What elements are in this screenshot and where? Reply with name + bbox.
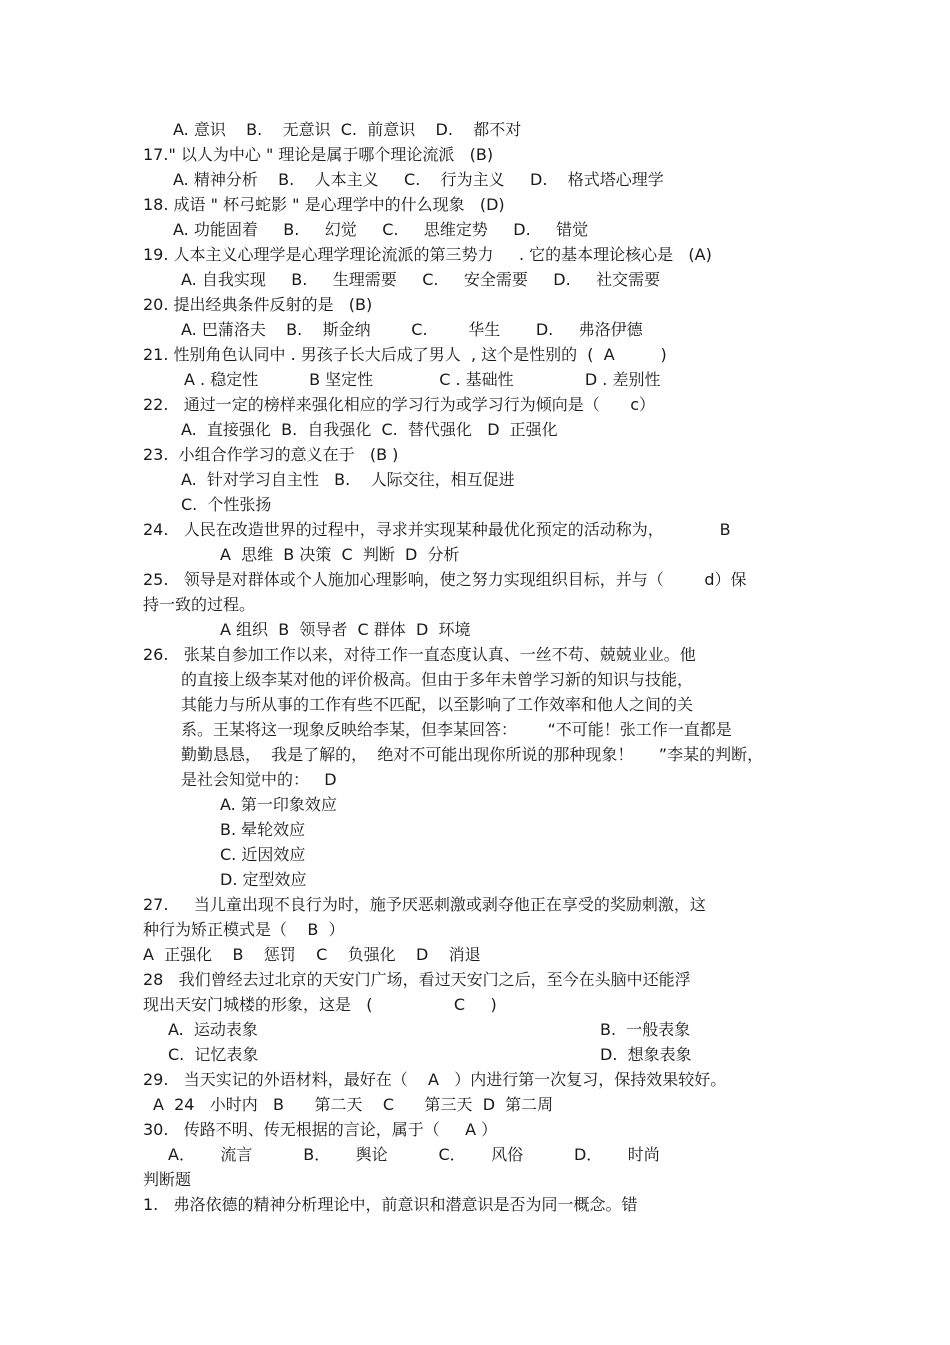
q28-option-c: C. 记忆表象 [168,1045,259,1064]
q19-question: 19. 人本主义心理学是心理学理论流派的第三势力 . 它的基本理论核心是 (A) [143,245,712,264]
q26-option-d: D. 定型效应 [220,870,307,889]
q18-question: 18. 成语 " 杯弓蛇影 " 是心理学中的什么现象 (D) [143,195,505,214]
q27-question-cont: 种行为矫正模式是（ B ） [143,920,345,939]
q17-options: A. 精神分析 B. 人本主义 C. 行为主义 D. 格式塔心理学 [173,170,664,189]
q20-options: A. 巴蒲洛夫 B. 斯金纳 C. 华生 D. 弗洛伊德 [181,320,643,339]
q23-question: 23. 小组合作学习的意义在于 (B ) [143,445,399,464]
q16-options: A. 意识 B. 无意识 C. 前意识 D. 都不对 [173,120,522,139]
q29-options: A 24 小时内 B 第二天 C 第三天 D 第二周 [153,1095,554,1114]
q29-question: 29. 当天实记的外语材料，最好在（ A ）内进行第一次复习，保持效果较好。 [143,1070,727,1089]
q24-options: A 思维 B 决策 C 判断 D 分析 [220,545,460,564]
q26-option-a: A. 第一印象效应 [220,795,337,814]
q21-question: 21. 性别角色认同中 . 男孩子长大后成了男人 , 这个是性别的 ( A ) [143,345,667,364]
q25-options: A 组织 B 领导者 C 群体 D 环境 [220,620,471,639]
q25-question: 25. 领导是对群体或个人施加心理影响，使之努力实现组织目标，并与（ d）保 [143,570,747,589]
q26-question-cont: 是社会知觉中的： D [181,770,337,789]
q26-option-c: C. 近因效应 [220,845,306,864]
q28-option-a: A. 运动表象 [168,1020,258,1039]
q30-question: 30. 传路不明、传无根据的言论，属于（ A ） [143,1120,498,1139]
q26-option-b: B. 晕轮效应 [220,820,306,839]
q26-question-cont: 其能力与所从事的工作有些不匹配，以至影响了工作效率和他人之间的关 [181,695,694,714]
q27-question: 27. 当儿童出现不良行为时，施予厌恶刺激或剥夺他正在享受的奖励刺激，这 [143,895,706,914]
q24-question: 24. 人民在改造世界的过程中，寻求并实现某种最优化预定的活动称为， B [143,520,731,539]
q27-options: A 正强化 B 惩罚 C 负强化 D 消退 [143,945,481,964]
q20-question: 20. 提出经典条件反射的是 (B) [143,295,373,314]
tf-question-1: 1. 弗洛依德的精神分析理论中，前意识和潜意识是否为同一概念。错 [143,1195,638,1214]
q28-question: 28 我们曾经去过北京的天安门广场，看过天安门之后，至今在头脑中还能浮 [143,970,691,989]
q26-question-cont: 的直接上级李某对他的评价极高。但由于多年未曾学习新的知识与技能， [181,670,694,689]
q28-question-cont: 现出天安门城楼的形象，这是 ( C ) [143,995,497,1014]
q26-question-cont: 系。王某将这一现象反映给李某，但李某回答： “不可能！张工作一直都是 [181,720,732,739]
q21-options: A . 稳定性 B 坚定性 C . 基础性 D . 差别性 [184,370,661,389]
q23-options-ab: A. 针对学习自主性 B. 人际交往，相互促进 [181,470,515,489]
q26-question-cont: 勤勤恳恳， 我是了解的， 绝对不可能出现你所说的那种现象！ ”李某的判断， [181,745,764,764]
q22-options: A. 直接强化 B. 自我强化 C. 替代强化 D 正强化 [181,420,558,439]
q23-option-c: C. 个性张扬 [181,495,272,514]
q28-option-d: D. 想象表象 [600,1045,692,1064]
q26-question: 26. 张某自参加工作以来，对待工作一直态度认真、一丝不苟、兢兢业业。他 [143,645,696,664]
q25-question-cont: 持一致的过程。 [143,595,256,614]
q22-question: 22. 通过一定的榜样来强化相应的学习行为或学习行为倾向是（ c） [143,395,656,414]
q28-option-b: B. 一般表象 [600,1020,691,1039]
q17-question: 17." 以人为中心 " 理论是属于哪个理论流派 (B) [143,145,494,164]
section-heading-true-false: 判断题 [143,1170,192,1189]
q30-options: A． 流言 B． 舆论 C． 风俗 D． 时尚 [168,1145,660,1164]
q19-options: A. 自我实现 B. 生理需要 C. 安全需要 D. 社交需要 [181,270,661,289]
q18-options: A. 功能固着 B. 幻觉 C. 思维定势 D. 错觉 [173,220,589,239]
